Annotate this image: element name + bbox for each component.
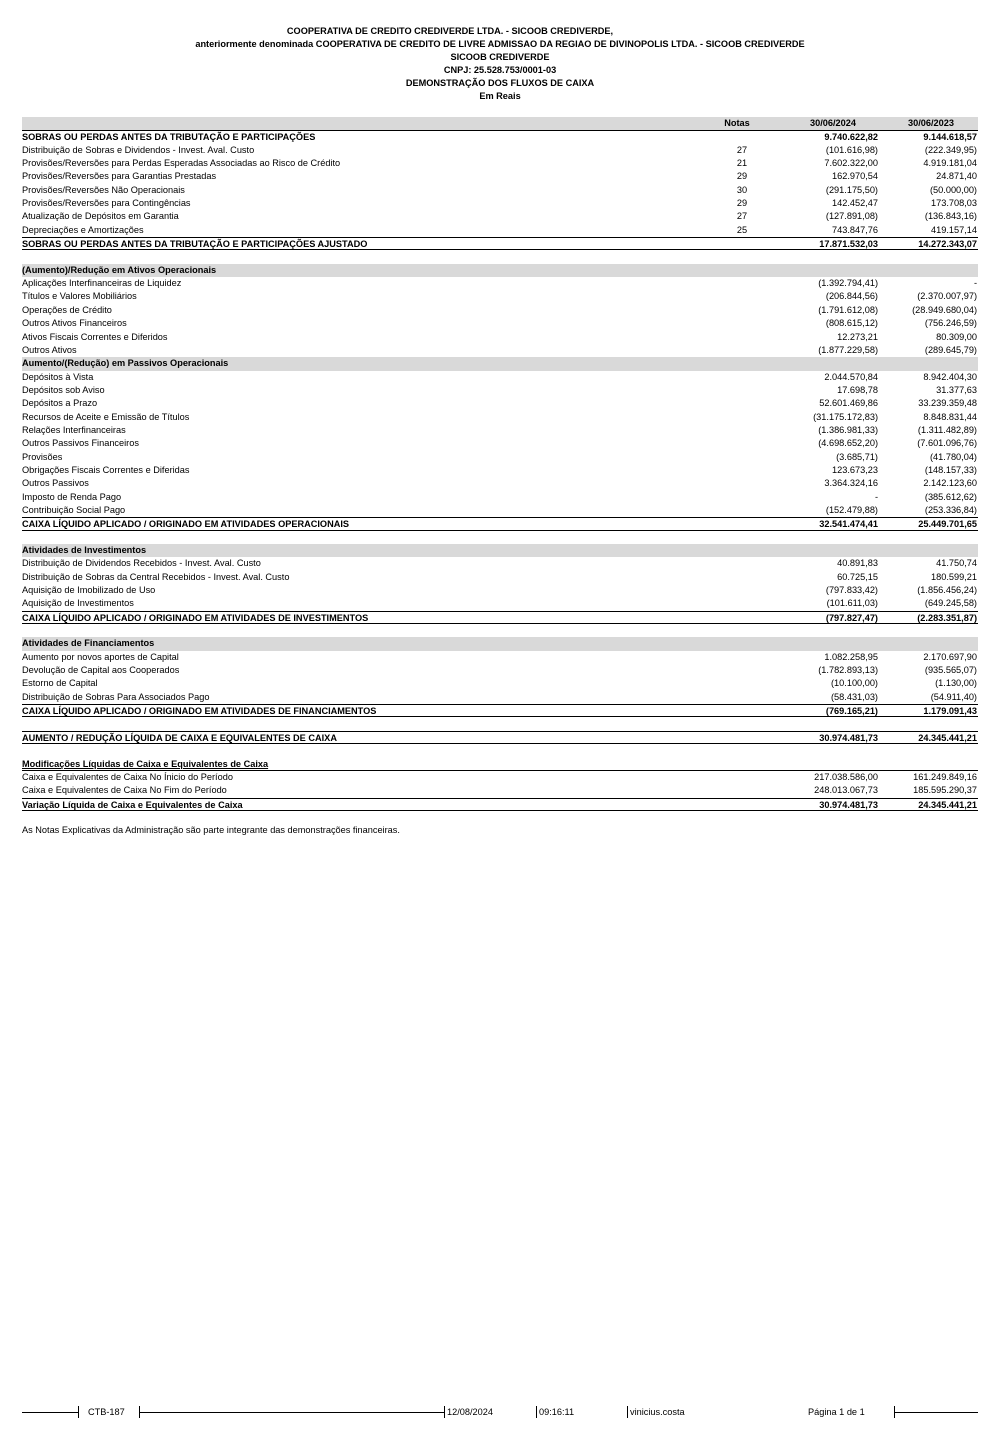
sobras-title-row bbox=[22, 130, 978, 143]
print-time: 09:16:11 bbox=[539, 1407, 575, 1417]
row-value-2024: (101.616,98) bbox=[825, 144, 878, 155]
table-row bbox=[22, 157, 978, 170]
period1-column-header: 30/06/2024 bbox=[810, 118, 856, 128]
row-value-2023: 14.272.343,07 bbox=[918, 239, 977, 250]
table-row bbox=[22, 170, 978, 183]
row-value-2024: 30.974.481,73 bbox=[819, 732, 878, 743]
row-value-2023: (756.246,59) bbox=[924, 318, 977, 329]
row-value-2024: 32.541.474,41 bbox=[819, 519, 878, 530]
row-value-2024: - bbox=[874, 491, 878, 502]
row-value-2023: (28.949.680,04) bbox=[912, 304, 977, 315]
row-value-2024: 162.970,54 bbox=[832, 171, 878, 182]
row-value-2023: (253.336,84) bbox=[924, 504, 977, 515]
section-label: Atividades de Financiamentos bbox=[22, 638, 155, 649]
row-label: Distribuição de Sobras Para Associados Pago bbox=[22, 691, 210, 702]
row-value-2023: (2.370.007,97) bbox=[917, 291, 977, 302]
footer-tick bbox=[444, 1406, 445, 1418]
row-label: Provisões bbox=[22, 451, 63, 462]
caixa-inicio-row bbox=[22, 771, 978, 784]
currency-note: Em Reais bbox=[479, 91, 521, 101]
row-label: Ativos Fiscais Correntes e Diferidos bbox=[22, 331, 168, 342]
row-value-2023: 25.449.701,65 bbox=[918, 519, 977, 530]
table-row bbox=[22, 424, 978, 437]
spacer bbox=[22, 531, 978, 544]
row-value-2023: 80.309,00 bbox=[936, 331, 977, 342]
row-value-2023: 41.750,74 bbox=[936, 558, 977, 569]
row-label: Provisões/Reversões para Garantias Prestadas bbox=[22, 171, 217, 182]
row-value-2023: (649.245,58) bbox=[924, 598, 977, 609]
table-row bbox=[22, 304, 978, 317]
row-value-2024: 30.974.481,73 bbox=[819, 799, 878, 810]
row-value-2023: (1.130,00) bbox=[935, 678, 977, 689]
cash-flow-table bbox=[22, 117, 978, 811]
table-row bbox=[22, 464, 978, 477]
table-row bbox=[22, 184, 978, 197]
row-value-2024: (1.782.893,13) bbox=[818, 665, 878, 676]
investimentos-rows bbox=[22, 557, 978, 610]
table-row bbox=[22, 384, 978, 397]
passivos-rows bbox=[22, 371, 978, 518]
page-footer bbox=[0, 1404, 1000, 1420]
row-value-2023: 24.345.441,21 bbox=[918, 732, 977, 743]
row-value-2024: 3.364.324,16 bbox=[824, 478, 878, 489]
table-row bbox=[22, 651, 978, 664]
row-label: AUMENTO / REDUÇÃO LÍQUIDA DE CAIXA E EQUIVALENTES DE CAIXA bbox=[22, 732, 337, 743]
row-label: Depósitos sob Aviso bbox=[22, 384, 105, 395]
row-value-2024: (1.791.612,08) bbox=[818, 304, 878, 315]
row-value-2024: (31.175.172,83) bbox=[813, 411, 878, 422]
row-note: 21 bbox=[736, 158, 748, 169]
row-label: Recursos de Aceite e Emissão de Títulos bbox=[22, 411, 190, 422]
column-header-row bbox=[22, 117, 978, 130]
report-code: CTB-187 bbox=[88, 1407, 125, 1417]
row-label: Atualização de Depósitos em Garantia bbox=[22, 211, 179, 222]
row-value-2023: 24.871,40 bbox=[936, 171, 977, 182]
row-note: 27 bbox=[736, 211, 748, 222]
row-label: Títulos e Valores Mobiliários bbox=[22, 291, 137, 302]
passivos-section-title bbox=[22, 357, 978, 370]
row-value-2023: (222.349,95) bbox=[924, 144, 977, 155]
ativos-section-title bbox=[22, 264, 978, 277]
row-value-2023: (935.565,07) bbox=[924, 665, 977, 676]
table-row bbox=[22, 277, 978, 290]
row-note: 29 bbox=[736, 171, 748, 182]
row-value-2023: (148.157,33) bbox=[924, 464, 977, 475]
row-value-2024: (127.891,08) bbox=[825, 211, 878, 222]
row-value-2024: 123.673,23 bbox=[832, 464, 878, 475]
table-row bbox=[22, 477, 978, 490]
footer-tick bbox=[627, 1406, 628, 1418]
row-label: Operações de Crédito bbox=[22, 304, 112, 315]
row-value-2024: (1.877.229,58) bbox=[818, 344, 878, 355]
sobras-rows bbox=[22, 144, 978, 237]
table-row bbox=[22, 664, 978, 677]
row-label: Distribuição de Sobras da Central Recebidos - Invest. Aval. Custo bbox=[22, 571, 290, 582]
row-value-2024: (797.833,42) bbox=[825, 585, 878, 596]
row-value-2023: 33.239.359,48 bbox=[918, 398, 977, 409]
table-row bbox=[22, 344, 978, 357]
table-row bbox=[22, 584, 978, 597]
table-row bbox=[22, 677, 978, 690]
section-label: Aumento/(Redução) em Passivos Operacionais bbox=[22, 358, 229, 369]
investimentos-total-row bbox=[22, 611, 978, 624]
row-value-2023: 31.377,63 bbox=[936, 384, 977, 395]
cnpj: CNPJ: 25.528.753/0001-03 bbox=[443, 65, 557, 75]
row-label: Estorno de Capital bbox=[22, 678, 98, 689]
short-name: SICOOB CREDIVERDE bbox=[450, 52, 550, 62]
row-value-2023: (289.645,79) bbox=[924, 344, 977, 355]
row-value-2024: (769.165,21) bbox=[825, 706, 878, 717]
footer-rule bbox=[22, 1412, 78, 1413]
table-row bbox=[22, 144, 978, 157]
row-label: Depósitos a Prazo bbox=[22, 398, 98, 409]
row-value-2024: (291.175,50) bbox=[825, 184, 878, 195]
company-name: COOPERATIVA DE CREDITO CREDIVERDE LTDA. - SICOOB CREDIVERDE, bbox=[286, 26, 614, 36]
sobras-total-row bbox=[22, 237, 978, 250]
section-label: Modificações Líquidas de Caixa e Equivalentes de Caixa bbox=[22, 758, 269, 769]
table-row bbox=[22, 210, 978, 223]
report-title: DEMONSTRAÇÃO DOS FLUXOS DE CAIXA bbox=[405, 78, 595, 88]
row-value-2023: 8.942.404,30 bbox=[923, 371, 977, 382]
row-value-2023: (2.283.351,87) bbox=[917, 612, 977, 623]
row-label: Aquisição de Imobilizado de Uso bbox=[22, 585, 156, 596]
row-value-2024: (4.698.652,20) bbox=[818, 438, 878, 449]
row-label: Outros Passivos bbox=[22, 478, 89, 489]
row-value-2024: 1.082.258,95 bbox=[824, 651, 878, 662]
row-value-2024: 743.847,76 bbox=[832, 224, 878, 235]
variacao-liquida-row bbox=[22, 798, 978, 811]
spacer bbox=[22, 624, 978, 637]
row-note: 30 bbox=[736, 184, 748, 195]
table-row bbox=[22, 331, 978, 344]
aumento-reducao-row bbox=[22, 731, 978, 744]
table-row bbox=[22, 451, 978, 464]
ativos-rows bbox=[22, 277, 978, 357]
footer-rule bbox=[139, 1412, 444, 1413]
row-label: CAIXA LÍQUIDO APLICADO / ORIGINADO EM ATIVIDADES DE FINANCIAMENTOS bbox=[22, 706, 377, 717]
row-value-2023: 185.595.290,37 bbox=[913, 785, 977, 796]
row-value-2023: (50.000,00) bbox=[930, 184, 977, 195]
row-label: CAIXA LÍQUIDO APLICADO / ORIGINADO EM ATIVIDADES OPERACIONAIS bbox=[22, 519, 350, 530]
row-label: Aumento por novos aportes de Capital bbox=[22, 651, 179, 662]
section-label: (Aumento)/Redução em Ativos Operacionais bbox=[22, 264, 217, 275]
row-label: CAIXA LÍQUIDO APLICADO / ORIGINADO EM ATIVIDADES DE INVESTIMENTOS bbox=[22, 612, 369, 623]
spacer bbox=[22, 250, 978, 263]
row-value-2023: 4.919.181,04 bbox=[923, 158, 977, 169]
row-label: Depósitos à Vista bbox=[22, 371, 94, 382]
row-value-2024: (101.611,03) bbox=[826, 598, 878, 609]
row-value-2024: (797.827,47) bbox=[825, 612, 878, 623]
caixa-fim-row bbox=[22, 784, 978, 797]
table-row bbox=[22, 504, 978, 517]
row-value-2023: 161.249.849,16 bbox=[913, 771, 977, 782]
row-value-2023: 1.179.091,43 bbox=[923, 706, 977, 717]
row-label: Aquisição de Investimentos bbox=[22, 598, 134, 609]
table-row bbox=[22, 691, 978, 704]
row-label: Provisões/Reversões para Contingências bbox=[22, 198, 191, 209]
financiamentos-total-row bbox=[22, 704, 978, 717]
financiamentos-section-title bbox=[22, 637, 978, 650]
row-value-2024: 248.013.067,73 bbox=[814, 785, 878, 796]
row-value-2023: 2.142.123,60 bbox=[923, 478, 977, 489]
row-label: Distribuição de Sobras e Dividendos - Invest. Aval. Custo bbox=[22, 144, 255, 155]
row-label: Provisões/Reversões para Perdas Esperadas Associadas ao Risco de Crédito bbox=[22, 158, 341, 169]
row-value-2023: (385.612,62) bbox=[924, 491, 977, 502]
table-row bbox=[22, 397, 978, 410]
row-label: Devolução de Capital aos Cooperados bbox=[22, 665, 180, 676]
row-value-2023: (41.780,04) bbox=[930, 451, 977, 462]
user-name: vinicius.costa bbox=[630, 1407, 685, 1417]
row-label: Outros Passivos Financeiros bbox=[22, 438, 139, 449]
report-header bbox=[0, 25, 1000, 103]
row-label: Imposto de Renda Pago bbox=[22, 491, 122, 502]
row-note: 25 bbox=[736, 224, 748, 235]
print-date: 12/08/2024 bbox=[447, 1407, 493, 1417]
row-value-2024: 9.740.622,82 bbox=[824, 132, 878, 143]
row-value-2023: (7.601.096,76) bbox=[917, 438, 977, 449]
row-label: SOBRAS OU PERDAS ANTES DA TRIBUTAÇÃO E PARTICIPAÇÕES AJUSTADO bbox=[22, 239, 368, 250]
spacer bbox=[22, 744, 978, 757]
row-value-2024: 40.891,83 bbox=[837, 558, 878, 569]
row-value-2024: 142.452,47 bbox=[832, 198, 878, 209]
row-value-2024: (1.392.794,41) bbox=[818, 278, 878, 289]
row-value-2023: (136.843,16) bbox=[924, 211, 977, 222]
table-row bbox=[22, 491, 978, 504]
financiamentos-rows bbox=[22, 651, 978, 704]
row-label: Outros Ativos bbox=[22, 344, 77, 355]
row-label: Provisões/Reversões Não Operacionais bbox=[22, 184, 185, 195]
row-value-2024: (808.615,12) bbox=[825, 318, 878, 329]
row-value-2023: 8.848.831,44 bbox=[923, 411, 977, 422]
row-value-2023: - bbox=[973, 278, 977, 289]
row-value-2024: 17.871.532,03 bbox=[819, 239, 878, 250]
table-row bbox=[22, 557, 978, 570]
row-value-2024: 7.602.322,00 bbox=[824, 158, 878, 169]
row-note: 27 bbox=[736, 144, 748, 155]
row-value-2024: 60.725,15 bbox=[837, 571, 878, 582]
row-value-2024: (10.100,00) bbox=[831, 678, 878, 689]
row-value-2024: 217.038.586,00 bbox=[814, 771, 878, 782]
row-value-2024: (1.386.981,33) bbox=[818, 424, 878, 435]
notes-column-header: Notas bbox=[724, 118, 750, 128]
row-note: 29 bbox=[736, 198, 748, 209]
table-row bbox=[22, 571, 978, 584]
section-label: Atividades de Investimentos bbox=[22, 545, 147, 555]
row-label: Depreciações e Amortizações bbox=[22, 224, 144, 235]
row-value-2023: 9.144.618,57 bbox=[923, 132, 977, 143]
row-value-2023: (1.856.456,24) bbox=[917, 585, 977, 596]
modificacoes-title-row bbox=[22, 758, 978, 771]
table-row bbox=[22, 317, 978, 330]
period2-column-header: 30/06/2023 bbox=[908, 118, 954, 128]
operacionais-total-row bbox=[22, 517, 978, 530]
row-label: Relações Interfinanceiras bbox=[22, 424, 126, 435]
footer-tick bbox=[536, 1406, 537, 1418]
table-row bbox=[22, 437, 978, 450]
row-label: Variação Líquida de Caixa e Equivalentes de Caixa bbox=[22, 799, 243, 810]
footer-tick bbox=[78, 1406, 79, 1418]
row-value-2023: 24.345.441,21 bbox=[918, 799, 977, 810]
footnote: As Notas Explicativas da Administração são parte integrante das demonstrações financeiras. bbox=[22, 825, 400, 835]
page-number: Página 1 de 1 bbox=[808, 1407, 865, 1417]
row-label: Distribuição de Dividendos Recebidos - Invest. Aval. Custo bbox=[22, 558, 261, 569]
row-value-2024: 12.273,21 bbox=[837, 331, 878, 342]
table-row bbox=[22, 224, 978, 237]
footer-rule bbox=[894, 1412, 978, 1413]
row-label: Obrigações Fiscais Correntes e Diferidas bbox=[22, 464, 190, 475]
table-row bbox=[22, 371, 978, 384]
table-row bbox=[22, 411, 978, 424]
row-value-2024: 17.698,78 bbox=[837, 384, 878, 395]
spacer bbox=[22, 717, 978, 730]
row-value-2023: 2.170.697,90 bbox=[923, 651, 977, 662]
row-value-2024: 2.044.570,84 bbox=[824, 371, 878, 382]
row-value-2024: (152.479,88) bbox=[825, 504, 878, 515]
row-value-2023: 419.157,14 bbox=[931, 224, 977, 235]
row-label: Caixa e Equivalentes de Caixa No Ínicio do Período bbox=[22, 771, 233, 782]
row-label: Outros Ativos Financeiros bbox=[22, 318, 127, 329]
table-row bbox=[22, 597, 978, 610]
former-name: anteriormente denominada COOPERATIVA DE CREDITO DE LIVRE ADMISSAO DA REGIAO DE DIVINOPOLIS LTDA. - SICOOB CREDIVERDE bbox=[195, 39, 805, 49]
row-value-2024: (206.844,56) bbox=[825, 291, 878, 302]
table-row bbox=[22, 290, 978, 303]
row-value-2023: 180.599,21 bbox=[931, 571, 977, 582]
row-label: Contribuição Social Pago bbox=[22, 504, 126, 515]
row-value-2024: (58.431,03) bbox=[831, 691, 878, 702]
row-label: Aplicações Interfinanceiras de Liquidez bbox=[22, 278, 182, 289]
row-value-2023: (54.911,40) bbox=[930, 691, 977, 702]
row-label: SOBRAS OU PERDAS ANTES DA TRIBUTAÇÃO E PARTICIPAÇÕES bbox=[22, 132, 316, 143]
table-row bbox=[22, 197, 978, 210]
row-value-2023: 173.708,03 bbox=[931, 198, 977, 209]
row-value-2024: 52.601.469,86 bbox=[819, 398, 878, 409]
row-value-2023: (1.311.482,89) bbox=[917, 424, 977, 435]
row-label: Caixa e Equivalentes de Caixa No Fim do Período bbox=[22, 785, 227, 796]
row-value-2024: (3.685,71) bbox=[836, 451, 878, 462]
investimentos-section-title bbox=[22, 544, 978, 557]
